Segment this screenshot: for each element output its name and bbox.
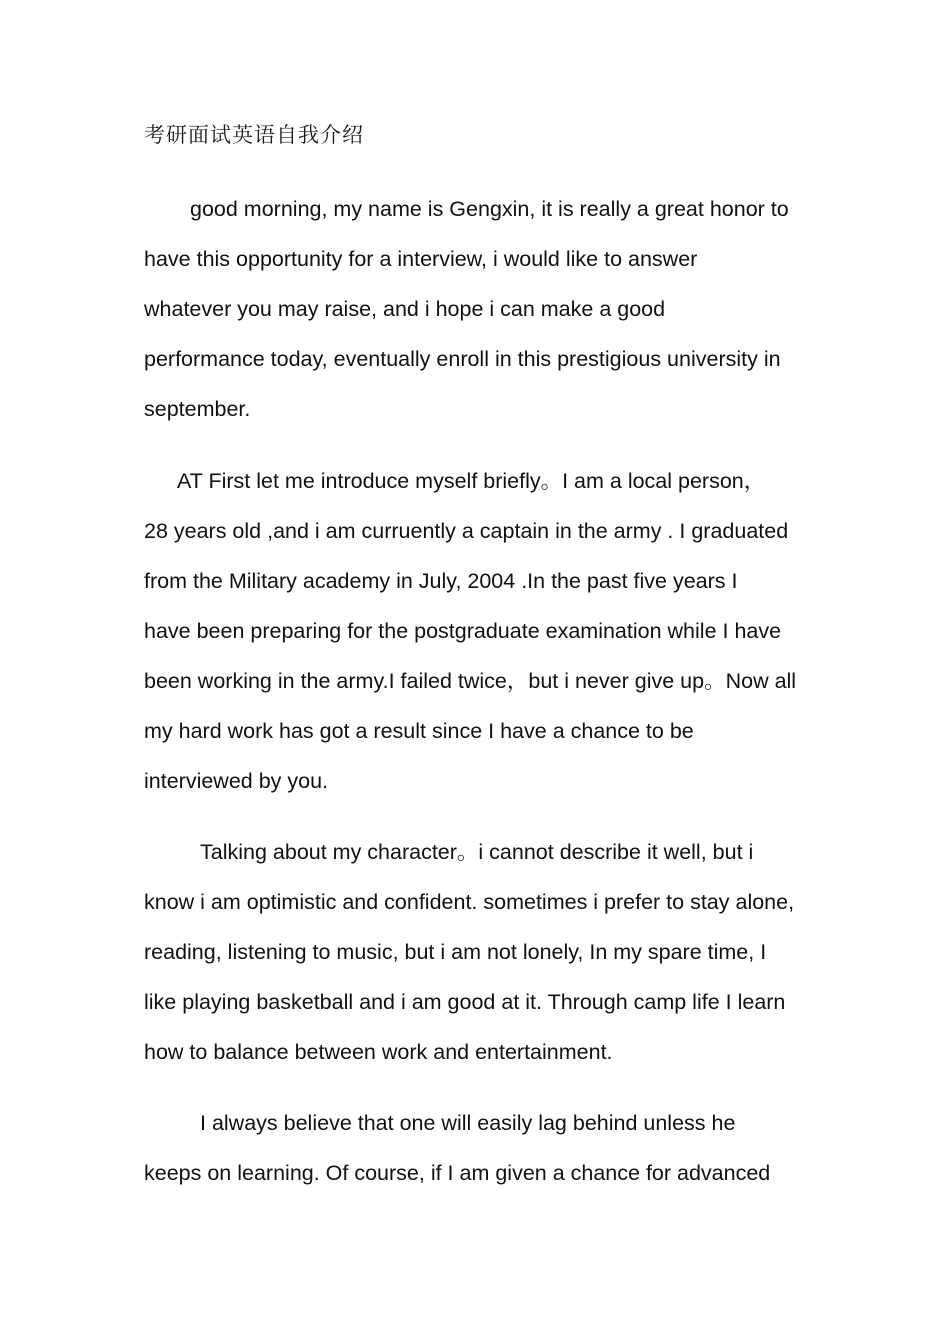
text-line: my hard work has got a result since I have a chance to be (144, 719, 694, 743)
text-line: like playing basketball and i am good at it. Through camp life I learn (144, 990, 786, 1014)
text-line: whatever you may raise, and i hope i can make a good (144, 297, 666, 321)
text-line: reading, listening to music, but i am not lonely, In my spare time, I (144, 940, 767, 964)
text-line: 28 years old ,and i am curruently a captain in the army . I graduated (144, 519, 789, 543)
text-line: good morning, my name is Gengxin, it is really a great honor to (190, 197, 789, 221)
text-line: how to balance between work and entertainment. (144, 1040, 613, 1064)
text-line: from the Military academy in July, 2004 .In the past five years I (144, 569, 738, 593)
text-line: have been preparing for the postgraduate examination while I have (144, 619, 782, 643)
text-line: AT First let me introduce myself briefly。I am a local person， (177, 469, 766, 493)
text-line: I always believe that one will easily lag behind unless he (200, 1111, 736, 1135)
text-line: performance today, eventually enroll in this prestigious university in (144, 347, 781, 371)
text-line: have this opportunity for a interview, i would like to answer (144, 247, 698, 271)
text-line: interviewed by you. (144, 769, 329, 793)
text-line: keeps on learning. Of course, if I am given a chance for advanced (144, 1161, 771, 1185)
document-title: 考研面试英语自我介绍 (144, 123, 364, 147)
text-line: know i am optimistic and confident. sometimes i prefer to stay alone, (144, 890, 795, 914)
text-line: september. (144, 397, 251, 421)
text-line: Talking about my character。i cannot describe it well, but i (200, 840, 754, 864)
text-line: been working in the army.I failed twice，but i never give up。Now all (144, 669, 797, 693)
